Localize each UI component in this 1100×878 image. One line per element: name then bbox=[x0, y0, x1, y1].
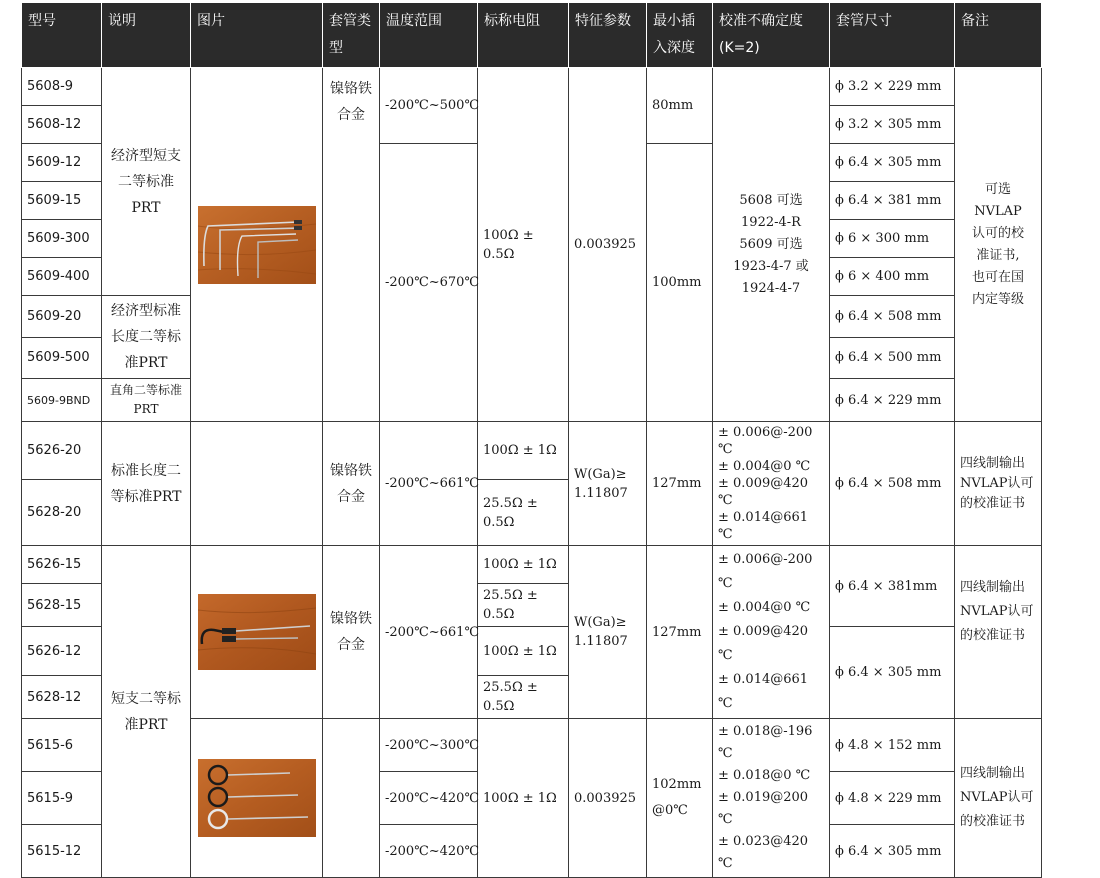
col-uncertainty: 校准不确定度 (K=2) bbox=[713, 3, 830, 68]
cert-line: 1924-4-7 bbox=[741, 280, 801, 296]
temp-cell: -200℃~500℃ bbox=[380, 68, 478, 144]
col-temp-range: 温度范围 bbox=[380, 3, 478, 68]
uncertainty-cell bbox=[713, 719, 830, 878]
note-line: NVLAP认可 bbox=[960, 475, 1034, 491]
model-cell: 5609-15 bbox=[22, 182, 102, 220]
resistance-cell: 100Ω ± 1Ω bbox=[478, 422, 569, 480]
size-cell: ϕ 3.2 × 229 mm bbox=[830, 68, 955, 106]
depth-line: 102mm bbox=[652, 777, 702, 792]
model-cell: 5615-9 bbox=[22, 772, 102, 825]
note-line: 的校准证书 bbox=[960, 628, 1026, 643]
note-line: 的校准证书 bbox=[960, 495, 1026, 511]
size-cell: ϕ 6.4 × 381 mm bbox=[830, 182, 955, 220]
size-cell: ϕ 3.2 × 305 mm bbox=[830, 106, 955, 144]
size-cell: ϕ 6.4 × 305 mm bbox=[830, 144, 955, 182]
model-cell: 5609-300 bbox=[22, 220, 102, 258]
cert-line: ± 0.018@-196 ℃ bbox=[718, 724, 813, 761]
col-sheath-size: 套管尺寸 bbox=[830, 3, 955, 68]
temp-cell: -200℃~661℃ bbox=[380, 422, 478, 546]
resistance-cell: 100Ω ± 1Ω bbox=[478, 627, 569, 676]
size-cell: ϕ 6.4 × 229 mm bbox=[830, 379, 955, 422]
note-line: 准证书, bbox=[976, 247, 1020, 263]
temp-cell: -200℃~420℃ bbox=[380, 825, 478, 878]
model-cell: 5609-500 bbox=[22, 337, 102, 379]
cert-line: 5608 可选 bbox=[739, 192, 803, 208]
param-line: 1.11807 bbox=[574, 634, 628, 649]
model-cell: 5626-12 bbox=[22, 627, 102, 676]
notes-cell bbox=[955, 68, 1042, 422]
cert-line: 5609 可选 bbox=[739, 236, 803, 252]
note-line: NVLAP bbox=[974, 203, 1022, 219]
resistance-cell: 25.5Ω ± 0.5Ω bbox=[478, 480, 569, 546]
cert-line: ± 0.006@-200 ℃ bbox=[718, 425, 813, 457]
cert-line: ± 0.004@0 ℃ bbox=[718, 600, 811, 615]
picture-cell bbox=[191, 422, 323, 546]
size-cell: ϕ 6.4 × 305 mm bbox=[830, 627, 955, 719]
description-cell: 经济型标准长度二等标准PRT bbox=[102, 296, 191, 379]
probe-photo bbox=[198, 759, 316, 837]
table-row bbox=[22, 422, 1042, 480]
col-resistance: 标称电阻 bbox=[478, 3, 569, 68]
depth-cell bbox=[647, 719, 713, 878]
cert-line: ± 0.004@0 ℃ bbox=[718, 459, 811, 474]
header-row bbox=[22, 3, 1042, 68]
param-line: W(Ga)≥ bbox=[574, 466, 627, 482]
description-cell: 经济型短支二等标准PRT bbox=[102, 68, 191, 296]
col-sheath-type: 套管类型 bbox=[323, 3, 380, 68]
cert-line: 1923-4-7 或 bbox=[733, 258, 809, 274]
model-cell: 5609-20 bbox=[22, 296, 102, 338]
size-cell: ϕ 4.8 × 152 mm bbox=[830, 719, 955, 772]
note-line: NVLAP认可 bbox=[960, 604, 1034, 619]
col-notes: 备注 bbox=[955, 3, 1042, 68]
description-cell: 标准长度二等标准PRT bbox=[102, 422, 191, 546]
size-cell: ϕ 4.8 × 229 mm bbox=[830, 772, 955, 825]
resistance-cell: 25.5Ω ± 0.5Ω bbox=[478, 584, 569, 627]
cert-line: ± 0.019@200 ℃ bbox=[718, 790, 809, 827]
param-line: 1.11807 bbox=[574, 485, 628, 501]
size-cell: ϕ 6.4 × 508 mm bbox=[830, 296, 955, 338]
size-cell: ϕ 6 × 400 mm bbox=[830, 258, 955, 296]
picture-cell bbox=[191, 68, 323, 422]
table-row bbox=[22, 546, 1042, 584]
size-cell: ϕ 6.4 × 305 mm bbox=[830, 825, 955, 878]
resistance-cell: 100Ω ± 1Ω bbox=[478, 546, 569, 584]
model-cell: 5609-9BND bbox=[22, 379, 102, 422]
notes-cell bbox=[955, 546, 1042, 719]
model-cell: 5609-12 bbox=[22, 144, 102, 182]
probe-photo bbox=[198, 594, 316, 670]
model-cell: 5628-15 bbox=[22, 584, 102, 627]
size-cell: ϕ 6 × 300 mm bbox=[830, 220, 955, 258]
model-cell: 5626-15 bbox=[22, 546, 102, 584]
depth-cell: 127mm bbox=[647, 422, 713, 546]
model-cell: 5615-12 bbox=[22, 825, 102, 878]
cert-line: ± 0.018@0 ℃ bbox=[718, 768, 811, 783]
temp-cell: -200℃~300℃ bbox=[380, 719, 478, 772]
note-line: 也可在国 bbox=[971, 269, 1024, 285]
sheath-cell bbox=[323, 719, 380, 878]
uncertainty-cell bbox=[713, 68, 830, 422]
size-cell: ϕ 6.4 × 508 mm bbox=[830, 422, 955, 546]
notes-cell bbox=[955, 422, 1042, 546]
model-cell: 5615-6 bbox=[22, 719, 102, 772]
cert-line: ± 0.014@661 ℃ bbox=[718, 510, 809, 542]
cert-line: ± 0.009@420 ℃ bbox=[718, 624, 809, 663]
col-description: 说明 bbox=[102, 3, 191, 68]
param-line: W(Ga)≥ bbox=[574, 615, 627, 630]
probe-photo bbox=[198, 206, 316, 284]
cert-line: ± 0.006@-200 ℃ bbox=[718, 552, 813, 591]
note-line: 可选 bbox=[984, 181, 1011, 197]
note-line: 内定等级 bbox=[971, 291, 1024, 307]
temp-cell: -200℃~420℃ bbox=[380, 772, 478, 825]
note-line: NVLAP认可 bbox=[960, 790, 1034, 805]
notes-cell bbox=[955, 719, 1042, 878]
note-line: 认可的校 bbox=[971, 225, 1024, 241]
col-model: 型号 bbox=[22, 3, 102, 68]
parameter-cell bbox=[569, 422, 647, 546]
note-line: 四线制输出 bbox=[960, 766, 1026, 781]
cert-line: ± 0.009@420 ℃ bbox=[718, 476, 809, 508]
uncertainty-cell bbox=[713, 546, 830, 719]
resistance-cell: 100Ω ± 1Ω bbox=[478, 719, 569, 878]
cert-line: ± 0.014@661 ℃ bbox=[718, 672, 809, 711]
prt-spec-table bbox=[21, 2, 1042, 878]
model-cell: 5628-20 bbox=[22, 480, 102, 546]
sheath-cell: 镍铬铁合金 bbox=[323, 546, 380, 719]
note-line: 四线制输出 bbox=[960, 580, 1026, 595]
col-parameter: 特征参数 bbox=[569, 3, 647, 68]
depth-cell: 127mm bbox=[647, 546, 713, 719]
col-picture: 图片 bbox=[191, 3, 323, 68]
resistance-cell: 25.5Ω ± 0.5Ω bbox=[478, 676, 569, 719]
model-cell: 5608-12 bbox=[22, 106, 102, 144]
picture-cell bbox=[191, 719, 323, 878]
model-cell: 5608-9 bbox=[22, 68, 102, 106]
table-row bbox=[22, 68, 1042, 106]
depth-cell: 100mm bbox=[647, 144, 713, 422]
picture-cell bbox=[191, 546, 323, 719]
model-cell: 5628-12 bbox=[22, 676, 102, 719]
description-cell: 直角二等标准PRT bbox=[102, 379, 191, 422]
resistance-cell: 100Ω ± 0.5Ω bbox=[478, 68, 569, 422]
size-cell: ϕ 6.4 × 500 mm bbox=[830, 337, 955, 379]
cert-line: ± 0.023@420 ℃ bbox=[718, 834, 809, 871]
parameter-cell bbox=[569, 546, 647, 719]
size-cell: ϕ 6.4 × 381mm bbox=[830, 546, 955, 627]
temp-cell: -200℃~661℃ bbox=[380, 546, 478, 719]
uncertainty-cell bbox=[713, 422, 830, 546]
model-cell: 5609-400 bbox=[22, 258, 102, 296]
note-line: 四线制输出 bbox=[960, 455, 1026, 471]
col-min-depth: 最小插入深度 bbox=[647, 3, 713, 68]
note-line: 的校准证书 bbox=[960, 814, 1026, 829]
description-cell: 短支二等标准PRT bbox=[102, 546, 191, 878]
sheath-cell: 镍铬铁合金 bbox=[323, 422, 380, 546]
parameter-cell: 0.003925 bbox=[569, 68, 647, 422]
depth-cell: 80mm bbox=[647, 68, 713, 144]
temp-cell: -200℃~670℃ bbox=[380, 144, 478, 422]
parameter-cell: 0.003925 bbox=[569, 719, 647, 878]
cert-line: 1922-4-R bbox=[741, 214, 801, 230]
model-cell: 5626-20 bbox=[22, 422, 102, 480]
sheath-cell: 镍铬铁合金 bbox=[323, 68, 380, 422]
depth-line: @0℃ bbox=[652, 803, 688, 818]
